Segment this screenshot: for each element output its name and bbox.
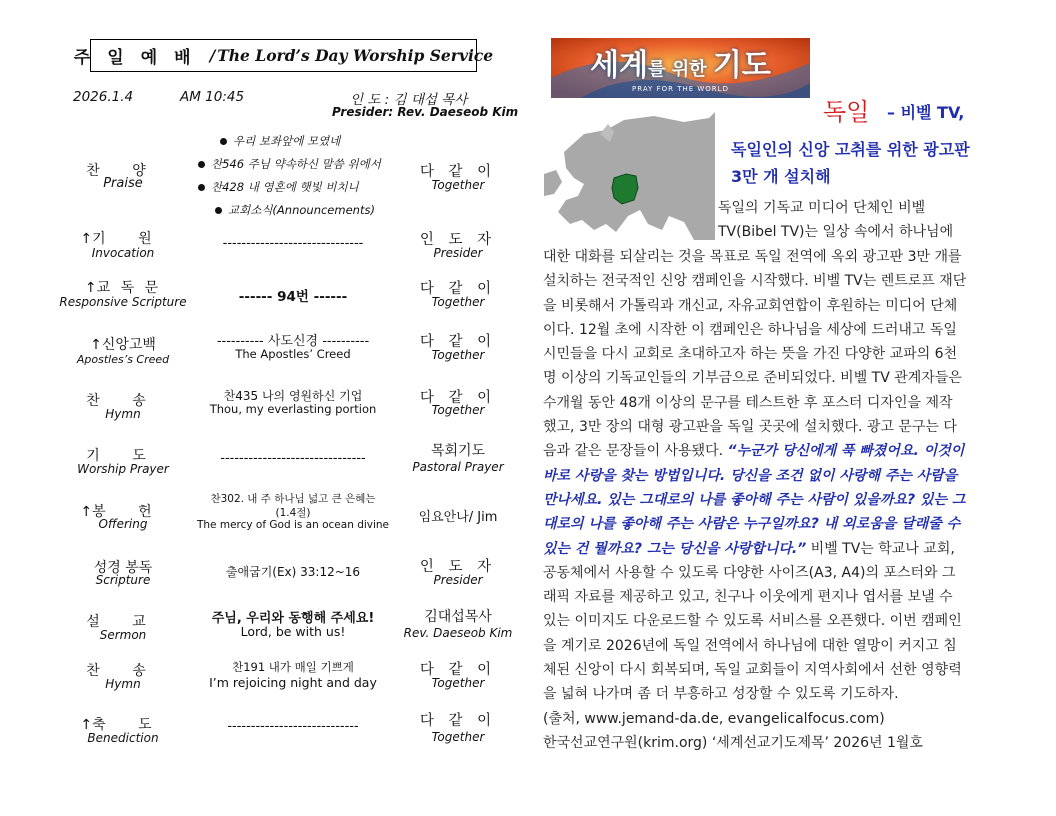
article-wrap-line-1: 독일의 기독교 미디어 단체인 비벨 (718, 200, 926, 216)
order-middle-verse: (1.4절) (275, 507, 311, 519)
article-line: 이다. 12월 초에 시작한 이 캠페인은 하나님을 세상에 드러내고 독일 (543, 321, 957, 338)
article-wrap-line-2: TV(Bibel TV)는 일상 속에서 하나님에 (718, 224, 954, 240)
order-label-english: Hymn (105, 407, 141, 421)
headline-line-3: 3만 개 설치해 (731, 167, 831, 186)
article-line: 을 넓혀 나가며 좀 더 부흥하고 성장할 수 있도록 기도하자. (543, 686, 899, 703)
order-label-korean: 기 도 (86, 448, 160, 464)
order-middle-text: 찬302. 내 주 하나님 넓고 큰 은혜는 (210, 493, 376, 505)
order-middle-text: ------------------------------- (220, 451, 366, 466)
order-who-english: Rev. Daeseob Kim (403, 626, 513, 640)
order-label-english: Sermon (99, 628, 147, 642)
quote-line: 바로 사랑을 찾는 방법입니다. 당신을 조건 없이 사랑해 주는 사람을 (543, 467, 958, 484)
article-line: 을 비롯해서 가톨릭과 개신교, 자유교회연합이 후원하는 미디어 단체 (543, 297, 958, 314)
order-label-english: Offering (98, 517, 148, 531)
bullet-icon (198, 161, 205, 168)
praise-song-item: 찬546 주님 약속하신 말씀 위에서 (198, 153, 388, 176)
order-middle-english: Lord, be with us! (240, 624, 346, 639)
quote-text: 있는 건 뭘까요? 그는 당신을 사랑합니다.” (543, 540, 807, 557)
order-label-korean: ↑신앙고백 (90, 337, 156, 353)
order-middle-text: ------ 94번 ------ (238, 289, 348, 305)
order-who-english: Pastoral Prayer (412, 460, 504, 474)
service-title-english: The Lord’s Day Worship Service (217, 46, 494, 65)
praise-who-korean: 다 같 이 (419, 164, 497, 180)
service-title-box (73, 39, 494, 72)
order-middle-english: The mercy of God is an ocean divine (196, 519, 390, 531)
bullet-icon (220, 138, 227, 145)
europe-map-image (544, 112, 715, 240)
order-who-korean: 인 도 자 (419, 559, 497, 575)
order-middle-text: ---------- 사도신경 ---------- (216, 334, 370, 349)
order-middle-text: 찬191 내가 매일 기쁘게 (232, 660, 354, 674)
pray-for-world-banner (551, 38, 810, 98)
service-title-separator: / (209, 46, 216, 65)
article-line: 명 이상의 기독교인들의 기부금으로 준비되었다. 비벨 TV 관계자들은 (543, 370, 962, 387)
quote-line: 대로의 나를 좋아해 주는 사람은 누구일까요? 내 외로움을 달래줄 수 (543, 516, 961, 533)
order-who-korean: 인 도 자 (419, 232, 497, 248)
order-who-english: Presider (433, 246, 483, 260)
order-who-korean: 다 같 이 (419, 281, 497, 297)
banner-subtitle: PRAY FOR THE WORLD (632, 85, 729, 93)
praise-song-item: 교회소식(Announcements) (198, 199, 388, 222)
order-who-english: Together (431, 676, 485, 690)
order-label-korean: 설 교 (86, 614, 160, 630)
headline-line-1: – 비벨 TV, (887, 103, 965, 122)
order-middle-text: ------------------------------ (222, 236, 364, 251)
order-middle-english: Thou, my everlasting portion (209, 402, 377, 416)
service-title-korean: 주일예배 (73, 48, 208, 68)
headline-line-2: 독일인의 신앙 고취를 위한 광고판 (731, 140, 970, 159)
order-middle-english: I’m rejoicing night and day (209, 675, 377, 690)
praise-who-english: Together (431, 178, 485, 192)
order-middle-english: The Apostles’ Creed (235, 347, 351, 361)
article-line: 공동체에서 사용할 수 있도록 다양한 사이즈(A3, A4)의 포스터와 그 (543, 564, 956, 581)
order-label-english: Benediction (87, 731, 159, 745)
praise-song-item: 찬428 내 영혼에 햇빛 비치니 (198, 176, 388, 199)
bullet-icon (215, 207, 222, 214)
praise-song-item: 우리 보좌앞에 모였네 (198, 130, 388, 153)
order-label-english: Scripture (95, 573, 151, 587)
article-line: 설치하는 전국적인 신앙 캠페인을 시작했다. 비벨 TV는 렌트로프 재단 (543, 273, 967, 290)
service-leader-english: Presider: Rev. Daeseob Kim (332, 105, 519, 119)
article-publisher: 한국선교연구원(krim.org) ‘세계선교기도제목’ 2026년 1월호 (543, 734, 923, 751)
bullet-icon (198, 184, 205, 191)
order-middle-text: 찬435 나의 영원하신 기업 (223, 389, 363, 403)
order-who-korean: 다 같 이 (419, 334, 497, 350)
article-line: 대한 대화를 되살리는 것을 목표로 독일 전역에 옥외 광고판 3만 개를 (543, 249, 962, 265)
order-who-korean: 목회기도 (430, 443, 486, 459)
article-source: (출처, www.jemand-da.de, evangelicalfocus.com) (543, 710, 885, 727)
service-leader-korean: 인 도 : 김 대섭 목사 (350, 92, 468, 108)
order-who-english: Together (431, 730, 485, 744)
praise-label-korean: 찬 양 (86, 163, 160, 179)
article-line: 있는 이미지도 다운로드할 수 있도록 서비스를 오픈했다. 이번 캠페인 (543, 613, 962, 630)
article-line: 시민들을 다시 교회로 초대하고자 하는 뜻을 가진 다양한 교파의 6천 (543, 346, 958, 363)
article-line: 수개월 동안 48개 이상의 문구를 테스트한 후 포스터 디자인을 제작 (543, 394, 953, 411)
order-who-korean: 김대섭목사 (424, 609, 492, 625)
order-who-korean: 임요안나/ Jim (418, 510, 498, 525)
article-line: 있는 건 뭘까요? 그는 당신을 사랑합니다.” 비벨 TV는 학교나 교회, (543, 540, 955, 557)
order-label-korean: ↑봉 헌 (80, 504, 166, 520)
order-label-korean: ↑교 독 문 (84, 280, 162, 296)
order-who-korean: 다 같 이 (419, 713, 497, 729)
order-label-korean: ↑축 도 (80, 717, 166, 733)
article-line: 래픽 자료를 제공하고 있고, 친구나 이웃에게 편지나 엽서를 보낼 수 (543, 589, 953, 606)
service-time: AM 10:45 (180, 89, 245, 105)
order-who-korean: 다 같 이 (419, 390, 497, 406)
order-who-korean: 다 같 이 (419, 662, 497, 678)
article-line: 했고, 3만 장의 대형 광고판을 독일 곳곳에 설치했다. 광고 문구는 다 (543, 419, 957, 436)
article-line: 을 계기로 2026년에 독일 전역에서 하나님에 대한 열망이 커지고 침 (543, 637, 957, 654)
order-label-korean: ↑기 원 (80, 231, 166, 247)
article-body (543, 245, 1023, 755)
order-label-english: Invocation (91, 246, 155, 260)
order-who-english: Together (431, 295, 485, 309)
article-line: 음과 같은 문장들이 사용됐다. “누군가 당신에게 푹 빠졌어요. 이것이 (543, 443, 965, 460)
banner-title: 세계를 위한 기도 (590, 48, 771, 83)
country-heading: 독일 (823, 98, 870, 126)
order-middle-text: 출애굽기(Ex) 33:12~16 (225, 565, 361, 579)
order-who-english: Presider (433, 573, 483, 587)
order-label-korean: 찬 송 (86, 663, 160, 679)
quote-text: “누군가 당신에게 푹 빠졌어요. 이것이 (727, 443, 965, 460)
praise-label-english: Praise (103, 176, 143, 191)
order-label-english: Worship Prayer (77, 462, 169, 476)
order-who-english: Together (431, 348, 485, 362)
order-middle-text: 주님, 우리와 동행해 주세요! (211, 611, 375, 626)
order-label-english: Responsive Scripture (59, 295, 187, 309)
order-label-english: Hymn (105, 677, 141, 691)
order-middle-text: ---------------------------- (227, 719, 359, 734)
order-label-english: Apostles’s Creed (76, 353, 170, 366)
article-line: 체된 신앙이 다시 회복되며, 독일 교회들이 지역사회에서 선한 영향력 (543, 662, 962, 679)
order-label-korean: 찬 송 (86, 393, 160, 409)
praise-song-list (198, 130, 388, 222)
quote-line: 만나세요. 있는 그대로의 나를 좋아해 주는 사람이 있을까요? 있는 그 (543, 491, 966, 508)
order-label-korean: 성경 봉독 (93, 560, 153, 576)
order-who-english: Together (431, 403, 485, 417)
service-date: 2026.1.4 (73, 89, 134, 105)
